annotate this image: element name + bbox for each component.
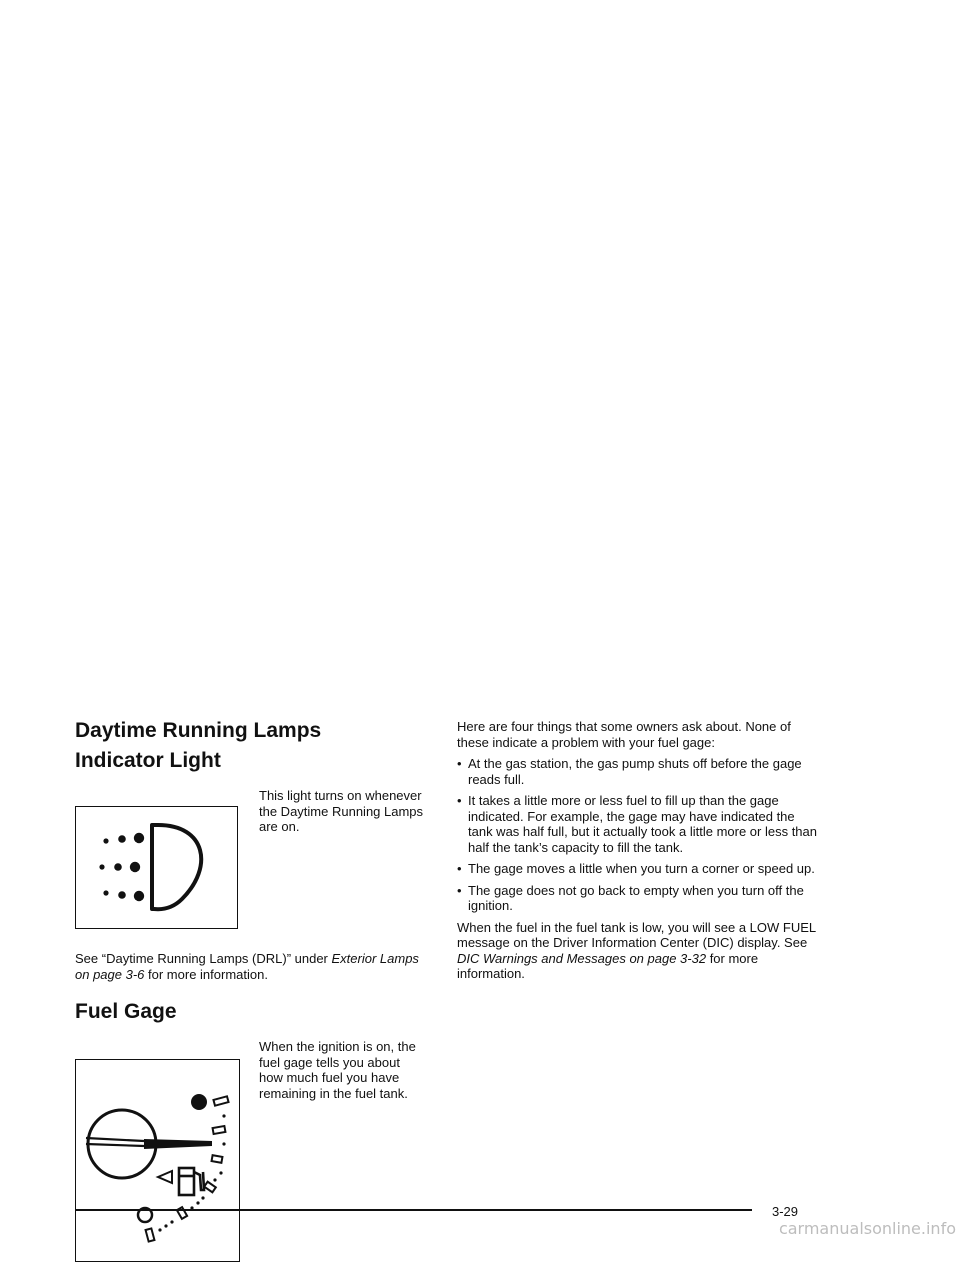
drl-heading-line1: Daytime Running Lamps xyxy=(75,719,322,742)
drl-indicator-figure xyxy=(75,806,238,929)
left-column xyxy=(75,716,424,1259)
fuel-gage-intro: Here are four things that some owners ask about. None of these indicate a problem with your fuel gage: xyxy=(457,719,791,750)
footer-rule xyxy=(75,1209,752,1211)
low-fuel-paragraph xyxy=(457,920,822,982)
list-item: • At the gas station, the gas pump shuts off before the gage reads full. xyxy=(457,756,802,787)
drl-heading-line2: Indicator Light xyxy=(75,749,221,772)
drl-see-paragraph xyxy=(75,951,420,982)
drl-figure-text: This light turns on whenever the Daytime Running Lamps are on. xyxy=(259,788,424,834)
bullet-icon: • xyxy=(457,882,462,898)
list-item: • The gage moves a little when you turn a corner or speed up. xyxy=(457,861,815,876)
list-item: • The gage does not go back to empty when you turn off the ignition. xyxy=(457,882,804,913)
bullet-icon: • xyxy=(457,861,462,876)
fuel-gage-figure xyxy=(75,1059,240,1262)
fuel-gage-icon xyxy=(76,1060,238,1260)
right-column xyxy=(457,719,822,982)
low-fuel-suffix: for more information. xyxy=(457,950,759,981)
drl-see-prefix: See “Daytime Running Lamps (DRL)” under xyxy=(75,951,332,966)
fuel-figure-text: When the ignition is on, the fuel gage tells you about how much fuel you have remaining in the fuel tank. xyxy=(259,1039,416,1101)
drl-see-suffix: for more information. xyxy=(144,966,268,982)
watermark: carmanualsonline.info xyxy=(778,1219,956,1238)
fuel-figure-row xyxy=(75,1039,420,1259)
dic-warnings-reference-link[interactable]: DIC Warnings and Messages on page 3-32 xyxy=(457,950,707,966)
fuel-gage-bullet-list xyxy=(457,756,822,914)
bullet-icon: • xyxy=(457,793,462,808)
daytime-running-lamps-indicator-icon xyxy=(76,807,236,927)
fuel-gage-heading: Fuel Gage xyxy=(75,1000,177,1023)
low-fuel-text: When the fuel in the fuel tank is low, you will see a LOW FUEL message on the Driver Information Center (DIC) display. See xyxy=(457,919,816,950)
page-number: 3-29 xyxy=(772,1204,799,1219)
drl-figure-row xyxy=(75,788,424,930)
list-item: • It takes a little more or less fuel to fill up than the gage indicated. For example, the gage may have indicated the tank was half full, but it actually took a little more or less than half the tank’s capacity to fill the tank. xyxy=(457,793,818,855)
exterior-lamps-reference-link[interactable]: Exterior Lamps on page 3-6 xyxy=(75,951,419,982)
drl-heading xyxy=(75,716,420,776)
bullet-icon: • xyxy=(457,756,462,771)
